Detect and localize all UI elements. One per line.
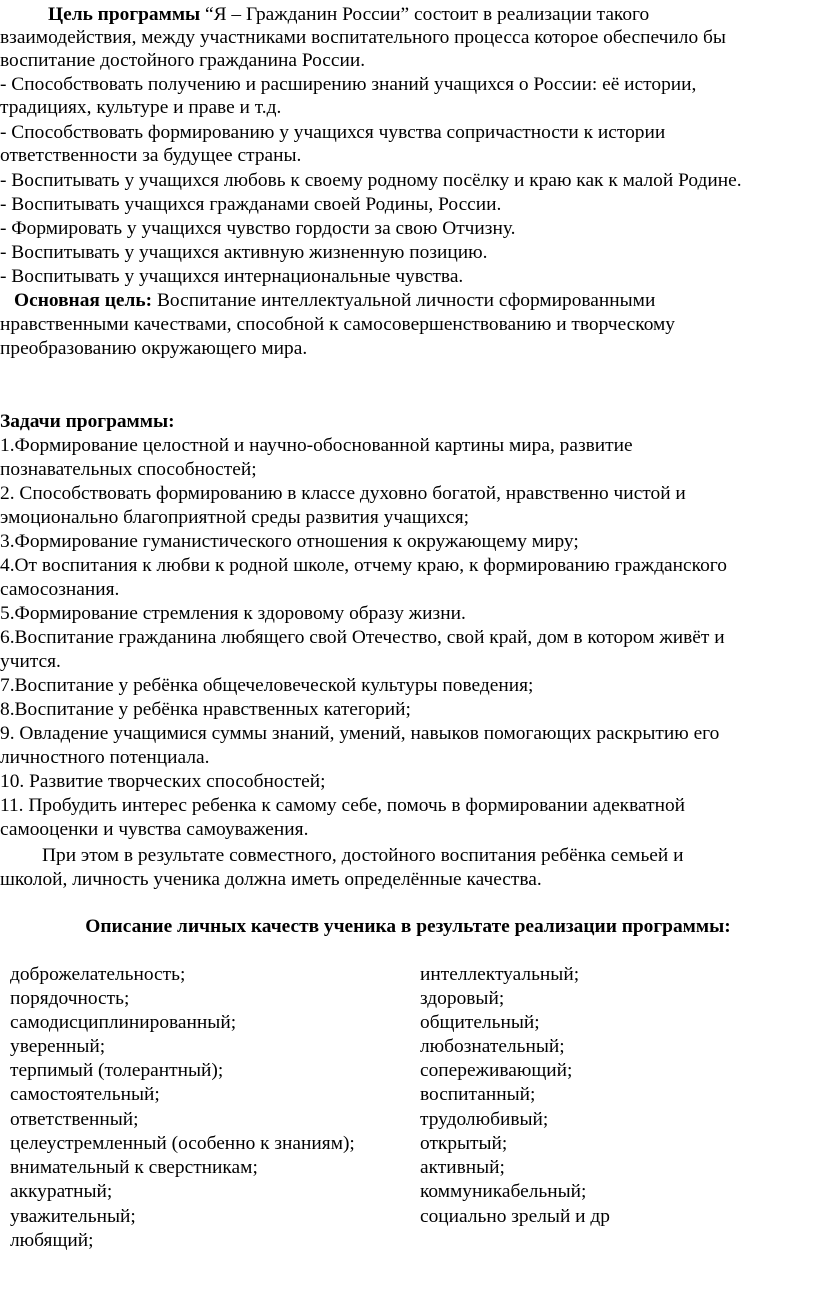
- goal-line: - Способствовать получению и расширению знаний учащихся о России: её истории,: [0, 74, 697, 95]
- intro-label: Цель программы: [48, 4, 201, 25]
- task-line: личностного потенциала.: [0, 747, 210, 768]
- main-goal-line-1: [14, 289, 655, 313]
- quality-item: самостоятельный;: [10, 1084, 160, 1105]
- quality-item: целеустремленный (особенно к знаниям);: [10, 1133, 355, 1154]
- task-line: 11. Пробудить интерес ребенка к самому себе, помочь в формировании адекватной: [0, 795, 686, 816]
- task-line: самосознания.: [0, 579, 120, 600]
- quality-item: воспитанный;: [420, 1084, 536, 1105]
- task-line: 6.Воспитание гражданина любящего свой Отечество, свой край, дом в котором живёт и: [0, 627, 725, 648]
- task-line: познавательных способностей;: [0, 459, 257, 480]
- quality-item: активный;: [420, 1157, 505, 1178]
- quality-item: доброжелательность;: [10, 964, 186, 985]
- result-line-1: При этом в результате совместного, достойного воспитания ребёнка семьей и: [42, 845, 684, 866]
- quality-item: интеллектуальный;: [420, 964, 580, 985]
- goal-line: ответственности за будущее страны.: [0, 145, 302, 166]
- qualities-heading: Описание личных качеств ученика в результате реализации программы:: [85, 916, 731, 937]
- quality-item: любящий;: [10, 1230, 94, 1251]
- quality-item: общительный;: [420, 1012, 540, 1033]
- intro-line-1: [48, 3, 649, 27]
- goal-line: - Воспитывать у учащихся любовь к своему родному посёлку и краю как к малой Родине.: [0, 170, 742, 191]
- task-line: 9. Овладение учащимися суммы знаний, умений, навыков помогающих раскрытию его: [0, 723, 720, 744]
- quality-item: открытый;: [420, 1133, 508, 1154]
- task-line: 4.От воспитания к любви к родной школе, отчему краю, к формированию гражданского: [0, 555, 727, 576]
- goal-line: - Формировать у учащихся чувство гордости за свою Отчизну.: [0, 218, 516, 239]
- task-line: эмоционально благоприятной среды развития учащихся;: [0, 507, 470, 528]
- main-goal-text: Воспитание интеллектуальной личности сформированными: [152, 290, 656, 311]
- quality-item: уверенный;: [10, 1036, 106, 1057]
- quality-item: внимательный к сверстникам;: [10, 1157, 258, 1178]
- quality-item: ответственный;: [10, 1109, 139, 1130]
- quality-item: самодисциплинированный;: [10, 1012, 237, 1033]
- intro-text: “Я – Гражданин России” состоит в реализации такого: [200, 4, 650, 25]
- quality-item: трудолюбивый;: [420, 1109, 549, 1130]
- result-line-2: школой, личность ученика должна иметь определённые качества.: [0, 869, 542, 890]
- goal-line: - Воспитывать у учащихся интернациональные чувства.: [0, 266, 464, 287]
- goal-line: - Воспитывать у учащихся активную жизненную позицию.: [0, 242, 488, 263]
- task-line: 10. Развитие творческих способностей;: [0, 771, 326, 792]
- task-line: самооценки и чувства самоуважения.: [0, 819, 309, 840]
- task-line: 7.Воспитание у ребёнка общечеловеческой культуры поведения;: [0, 675, 534, 696]
- task-line: 1.Формирование целостной и научно-обоснованной картины мира, развитие: [0, 435, 633, 456]
- task-line: 2. Способствовать формированию в классе духовно богатой, нравственно чистой и: [0, 483, 686, 504]
- quality-item: аккуратный;: [10, 1181, 113, 1202]
- quality-item: здоровый;: [420, 988, 505, 1009]
- quality-item: порядочность;: [10, 988, 130, 1009]
- goal-line: традициях, культуре и праве и т.д.: [0, 97, 282, 118]
- main-goal-line-2: нравственными качествами, способной к самосовершенствованию и творческому: [0, 314, 676, 335]
- quality-item: сопереживающий;: [420, 1060, 573, 1081]
- task-line: 8.Воспитание у ребёнка нравственных категорий;: [0, 699, 411, 720]
- main-goal-label: Основная цель:: [14, 290, 153, 311]
- task-line: 3.Формирование гуманистического отношения к окружающему миру;: [0, 531, 579, 552]
- intro-line-3: воспитание достойного гражданина России.: [0, 50, 366, 71]
- intro-line-2: взаимодействия, между участниками воспитательного процесса которое обеспечило бы: [0, 27, 726, 48]
- quality-item: социально зрелый и др: [420, 1206, 610, 1227]
- goal-line: - Способствовать формированию у учащихся чувства сопричастности к истории: [0, 122, 666, 143]
- goal-line: - Воспитывать учащихся гражданами своей Родины, России.: [0, 194, 502, 215]
- quality-item: уважительный;: [10, 1206, 136, 1227]
- task-line: 5.Формирование стремления к здоровому образу жизни.: [0, 603, 466, 624]
- main-goal-line-3: преобразованию окружающего мира.: [0, 338, 308, 359]
- task-line: учится.: [0, 651, 61, 672]
- tasks-heading: Задачи программы:: [0, 411, 175, 432]
- quality-item: коммуникабельный;: [420, 1181, 587, 1202]
- quality-item: любознательный;: [420, 1036, 565, 1057]
- quality-item: терпимый (толерантный);: [10, 1060, 224, 1081]
